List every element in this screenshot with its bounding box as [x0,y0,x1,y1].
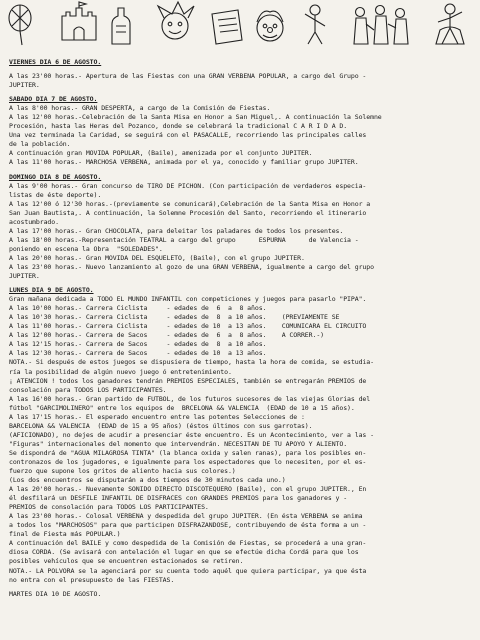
day-heading: LUNES DIA 9 DE AGOSTO. [9,286,94,295]
dancing-figure-icon [305,5,325,44]
program-line: A las 9'00 horas.- Gran concurso de TIRO DE PICHON. (Con participación de verdaderos especia- [9,181,367,190]
program-line: PREMIOS de consolación para TODOS LOS PARTICIPANTES. [9,503,209,512]
program-line: "Figuras" internacionales del momento que intervendrán. NECESITAN DE TU APOYO Y ALIENTO. [9,439,348,448]
program-line: A las 16'00 horas.- Gran partido de FUTBOL, de los futuros sucesores de las viejas Glorias del [9,394,371,403]
program-line: a todos los "MARCHOSOS" para que participen DISFRAZANDOSE, contribuyendo de ésta forma a un - [9,521,367,530]
program-line: Se dispondrá de "AGUA MILAGROSA TINTA" (la blanca oxida y salen ranas), para los posibles en- [9,448,367,457]
program-line: de la población. [9,140,71,149]
program-line: (Los dos encuentros se disputarán a dos tiempos de 30 minutos cada uno.) [9,476,286,485]
program-line: JUPITER. [9,81,40,90]
program-line: A las 20'00 horas.- Gran MOVIDA DEL ESQUELETO, (Baile), con el grupo JUPITER. [9,253,305,262]
program-line: A las 23'00 horas.- Apertura de las Fiestas con una GRAN VERBENA POPULAR, a cargo del Grupo - [9,72,367,81]
day-heading: SABADO DIA 7 DE AGOSTO. [9,95,98,104]
dancer-figure-icon [436,4,464,44]
program-line: A las 8'00 horas.- GRAN DESPERTA, a cargo de la Comisión de Fiestas. [9,104,271,113]
program-line: ¡ ATENCION ! todos los ganadores tendrán PREMIOS ESPECIALES, también se entregarán PREMIOS de [9,376,367,385]
decorative-banner-illustration [0,0,480,50]
program-line: A las 18'00 horas.-Representación TEATRAL a cargo del grupo ESPURNA de Valencia - [9,235,359,244]
program-line: A las 23'00 horas.- Colosal VERBENA y despedida del grupo JUPITER. (En ésta VERBENA se anima [9,512,363,521]
scroll-icon [212,10,242,44]
program-line: Gran mañana dedicada a TODO EL MUNDO INFANTIL con competiciones y juegos para pasarlo "PIPA". [9,295,367,304]
program-line: A las 23'00 horas.- Nuevo lanzamiento al gozo de una GRAN VERBENA, igualmente a cargo del grupo [9,262,374,271]
program-line: diosa CORDA. (Se avisará con antelación el lugar en que se efectúe dicha Cordá para que los [9,548,359,557]
program-line: San Juan Bautista,. A continuación, la Solemne Procesión del Santo, recorriendo el itinerario [9,208,367,217]
program-line: NOTA.- LA POLVORA se la agenciará por su cuenta todo aquél que quiera participar, ya que ésta [9,566,367,575]
program-line: A continuación gran MOVIDA POPULAR, (Baile), amenizada por el conjunto JUPITER. [9,149,313,158]
program-line: A las 10'30 horas.- Carrera Ciclista - edades de 8 a 10 años. (PREVIAMENTE SE [9,313,340,322]
day-heading: VIERNES DIA 6 DE AGOSTO. [9,58,102,66]
castle-icon [62,2,96,40]
program-line: contronazos de los jugadores, e igualmente para los espectadores que lo necesiten, por el es- [9,457,367,466]
program-line: Procesión, hasta las Heras del Pozanco, donde se celebrará la tradicional C A R I D A D. [9,122,348,131]
program-line: A las 17'00 horas.- Gran CHOCOLATA, para deleitar los paladares de todos los presentes. [9,226,344,235]
program-line: ría la posibilidad de algún nuevo juego ó entretenimiento. [9,367,232,376]
program-line: A las 12'00 horas.-Celebración de la Santa Misa en Honor a San Miguel,. A continuación la Solemne [9,113,382,122]
day-heading: DOMINGO DIA 8 DE AGOSTO. [9,172,102,181]
program-line: A las 12'15 horas.- Carrera de Sacos - edades de 8 a 10 años. [9,340,267,349]
program-line: consolación para TODOS LOS PARTICIPANTES. [9,385,167,394]
program-line: A las 12'00 ó 12'30 horas.-(previamente se comunicará),Celebración de la Santa Misa en Honor a [9,199,371,208]
program-line: A las 12'00 horas.- Carrera de Sacos - edades de 6 a 8 años. A CORRER.-) [9,331,325,340]
program-line: acostumbrado. [9,217,59,226]
clown-face-icon [257,11,283,41]
balloon-icon [9,5,31,45]
program-line: A las 11'00 horas.- Carrera Ciclista - edades de 10 a 13 años. COMUNICARA EL CIRCUITO [9,322,367,331]
bottle-icon [112,8,130,44]
program-line: JUPITER. [9,272,40,281]
program-line: Una vez terminada la Caridad, se seguirá con el PASACALLE, recorriendo las principales calles [9,131,367,140]
jester-face-icon [158,2,194,39]
program-line: A las 12'30 horas.- Carrera de Sacos - edades de 10 a 13 años. [9,349,267,358]
program-line: final de Fiesta más POPULAR.) [9,530,121,539]
program-line: él desfilará un DESFILE INFANTIL DE DISFRACES con GRANDES PREMIOS para los ganadores y - [9,494,348,503]
program-line: fuerzo que supone los gritos de aliento hacia sus colores.) [9,467,236,476]
program-line: listas de éste deporte). [9,190,102,199]
program-line: NOTA.- Si después de estos juegos se dispusiera de tiempo, hasta la hora de comida, se estudia- [9,358,374,367]
program-line: A las 10'00 horas.- Carrera Ciclista - edades de 6 a 8 años. [9,304,267,313]
program-line: A continuación del BAILE y como despedida de la Comisión de Fiestas, se procederá a una gran- [9,539,367,548]
musicians-group-icon [354,6,408,45]
program-line: A las 20'00 horas.- Nuevamente SONIDO DIRECTO DISCOTEQUERO (Baile), con el grupo JUPITER., En [9,485,367,494]
program-line: MARTES DIA 10 DE AGOSTO. [9,589,102,598]
program-line: fútbol "GARCIMOLINERO" entre los equipos de BRCELONA && VALENCIA (EDAD de 10 a 15 años). [9,403,355,412]
program-line: A las 11'00 horas.- MARCHOSA VERBENA, animada por el ya, conocido y familiar grupo JUPITER. [9,158,359,167]
program-line: posibles vehículos que se encuentren estacionados se retiren. [9,557,244,566]
program-line: BARCELONA && VALENCIA (EDAD de 15 a 95 años) (éstos últimos con sus garrotas). [9,421,313,430]
festival-program-text [9,58,473,599]
program-line: (AFICIONADO), no dejes de acudir a presenciar éste encuentro. Es un Acontecimiento, ver a las - [9,430,374,439]
program-line: poniendo en escena la Obra "SOLEDADES". [9,244,163,253]
program-line: A las 17'15 horas.- El esperado encuentro entre las potentes Selecciones de : [9,412,305,421]
program-line: no entra con el presupuesto de las FIESTAS. [9,575,175,584]
